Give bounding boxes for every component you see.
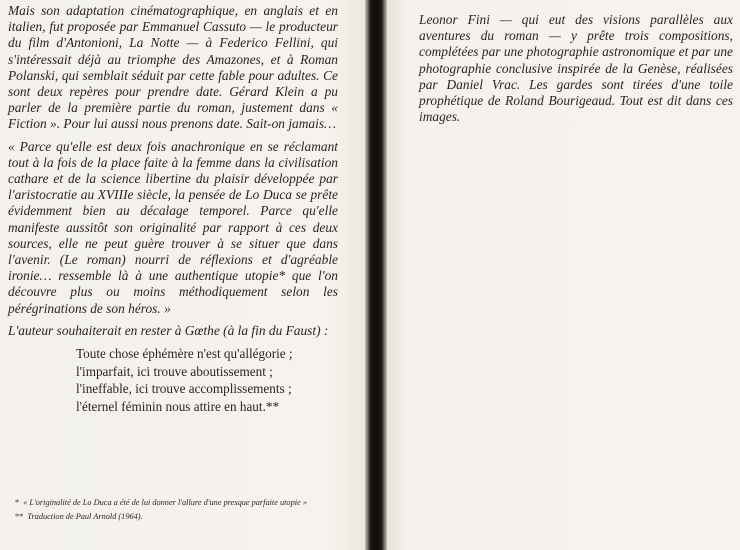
verse-line: l'ineffable, ici trouve accomplissements ; <box>76 381 292 397</box>
footnotes <box>15 498 337 522</box>
verse-line: l'éternel féminin nous attire en haut.** <box>76 398 280 414</box>
right-text-column <box>419 12 733 125</box>
book-gutter <box>365 0 387 550</box>
right-page <box>387 0 740 550</box>
paragraph-quotation: « Parce qu'elle est deux fois anachronique en se réclamant tout à la fois de la place faite à la femme dans la civilisation cathare et de la science libertine du plaisir développée par l'aristocratie au XVIIIe siècle, la pensée de Lo Duca se prête évidemment bien au décalage temporel. Parce qu'elle manifeste aussitôt son originalité par rapport à ces deux sources, elle ne peut guère trouver à se situer que dans l'avenir. (Le roman) nourri de réflexions et d'agréable ironie… ressemble là à une authentique utopie* que l'on découvre plus ou moins méthodiquement selon les pérégrinations de son héros. » <box>8 138 338 316</box>
paragraph-illustrations: Leonor Fini — qui eut des visions parallèles aux aventures du roman — y prête trois compositions, complétées par une photographie astronomique et par une photographie conclusive inspirée de la Genèse, réalisées par Daniel Vrac. Les gardes sont tirées d'une toile prophétique de Roland Bourigeaud. Tout est dit dans ces images. <box>419 12 733 125</box>
footnote <box>15 498 337 509</box>
paragraph-adaptation: Mais son adaptation cinématographique, en anglais et en italien, fut proposée par Emmanuel Cassuto — le producteur du film d'Antonioni, La Notte — à Federico Fellini, qui s'intéressait déjà au triomphe des Amazones, et à Roman Polanski, qui semblait séduit par cette fable pour adultes. Ce sont deux repères pour prendre date. Gérard Klein a pu parler de la première partie du roman, justement dans « Fiction ». Pour lui aussi nous prenons date. Sait-on jamais… <box>8 3 338 132</box>
footnote-mark: * <box>15 498 20 507</box>
left-text-column <box>8 3 338 415</box>
verse-line: l'imparfait, ici trouve aboutissement ; <box>76 363 273 379</box>
left-page <box>0 0 365 550</box>
paragraph-goethe-intro: L'auteur souhaiterait en rester à Gœthe (à la fin du Faust) : <box>8 322 329 338</box>
footnote-text: « L'originalité de Lo Duca a été de lui donner l'allure d'une presque parfaite utopie » <box>23 498 307 507</box>
footnote-mark: ** <box>15 511 24 521</box>
goethe-verse <box>76 345 338 415</box>
footnote-text: Traduction de Paul Arnold (1964). <box>27 511 143 521</box>
verse-line: Toute chose éphémère n'est qu'allégorie ; <box>76 346 293 362</box>
footnote <box>15 512 337 523</box>
